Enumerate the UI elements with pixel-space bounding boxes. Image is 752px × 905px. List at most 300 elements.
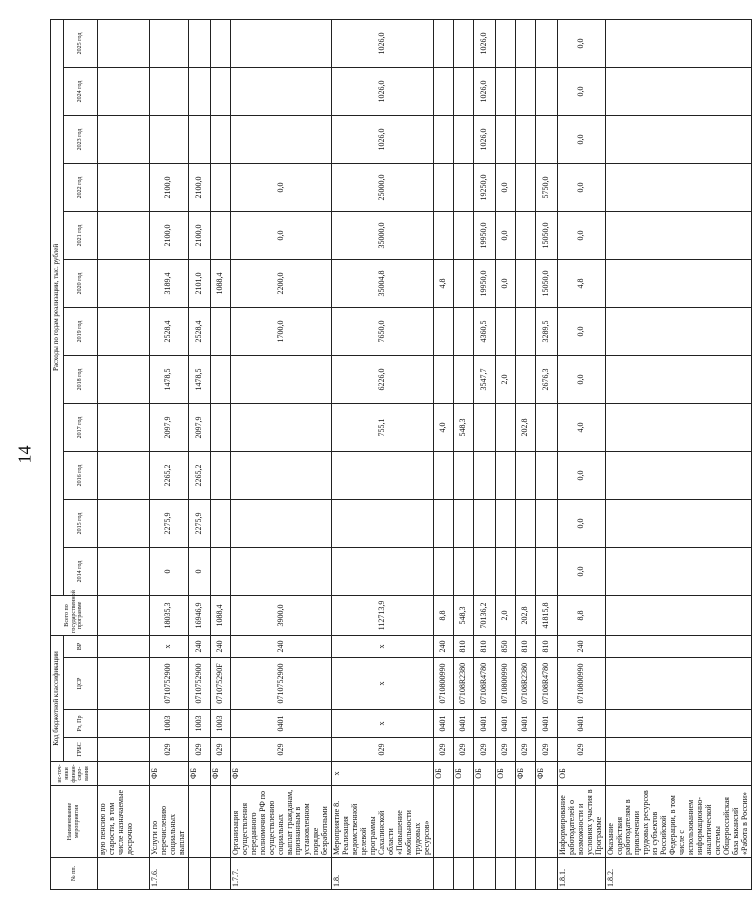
funding-source: ОБ <box>433 762 453 786</box>
year-value <box>605 211 751 259</box>
csr-code <box>98 658 150 710</box>
header-year: 2019 год <box>64 307 98 355</box>
year-value <box>433 67 453 115</box>
year-value <box>188 115 210 163</box>
year-value <box>495 547 515 595</box>
vr-code: x <box>150 635 189 657</box>
year-value <box>605 451 751 499</box>
grbs-code: 029 <box>495 738 515 762</box>
row-number: 1.7.6. <box>150 858 189 890</box>
year-value <box>515 115 535 163</box>
vr-code: 240 <box>188 635 210 657</box>
grbs-code: 029 <box>188 738 210 762</box>
total-value: 8,8 <box>557 595 605 635</box>
csr-code: x <box>332 658 433 710</box>
rzpr-code: 0401 <box>495 710 515 738</box>
header-year: 2024 год <box>64 67 98 115</box>
year-value <box>230 499 331 547</box>
row-number <box>535 858 557 890</box>
header-year: 2022 год <box>64 163 98 211</box>
table-body <box>98 19 752 889</box>
year-value: 548,3 <box>453 403 473 451</box>
year-value <box>230 403 331 451</box>
funding-source: ОБ <box>557 762 605 786</box>
total-value <box>98 595 150 635</box>
csr-code: 0710800990 <box>433 658 453 710</box>
budget-table <box>50 19 752 890</box>
year-value <box>433 499 453 547</box>
funding-source: ФБ <box>230 762 331 786</box>
year-value: 4,8 <box>433 259 453 307</box>
year-value <box>515 307 535 355</box>
year-value <box>605 67 751 115</box>
row-number <box>453 858 473 890</box>
year-value <box>453 19 473 67</box>
year-value <box>98 115 150 163</box>
activity-name: вую пенсию по старости, в том числе назначаемые досрочно <box>98 786 150 858</box>
year-value <box>433 211 453 259</box>
header-year: 2023 год <box>64 115 98 163</box>
year-value <box>210 67 230 115</box>
year-value: 4360,5 <box>473 307 495 355</box>
year-value: 4,8 <box>557 259 605 307</box>
year-value: 0,0 <box>230 211 331 259</box>
vr-code: 810 <box>453 635 473 657</box>
table-row <box>433 19 453 889</box>
total-value: 548,3 <box>453 595 473 635</box>
csr-code: 071075290F <box>210 658 230 710</box>
vr-code: 810 <box>473 635 495 657</box>
grbs-code: 029 <box>210 738 230 762</box>
year-value <box>98 19 150 67</box>
year-value <box>605 19 751 67</box>
rzpr-code: 1003 <box>150 710 189 738</box>
csr-code: 07108R2380 <box>515 658 535 710</box>
funding-source: ФБ <box>150 762 189 786</box>
total-value: 3900,0 <box>230 595 331 635</box>
year-value: 0,0 <box>495 211 515 259</box>
rzpr-code: 1003 <box>188 710 210 738</box>
funding-source <box>98 762 150 786</box>
year-value <box>515 211 535 259</box>
year-value: 1026,0 <box>473 19 495 67</box>
year-value: 0,0 <box>557 115 605 163</box>
csr-code: 0710752900 <box>188 658 210 710</box>
table-row <box>98 19 150 889</box>
funding-source: ФБ <box>515 762 535 786</box>
year-value <box>433 355 453 403</box>
year-value <box>453 211 473 259</box>
year-value <box>150 67 189 115</box>
year-value <box>495 19 515 67</box>
year-value <box>433 115 453 163</box>
row-number: 1.8. <box>332 858 433 890</box>
csr-code: 0710752900 <box>150 658 189 710</box>
year-value <box>98 259 150 307</box>
table-row <box>453 19 473 889</box>
year-value <box>210 355 230 403</box>
year-value <box>98 163 150 211</box>
activity-name: Услуги по перечислению социальных выплат <box>150 786 189 858</box>
year-value: 19950,0 <box>473 259 495 307</box>
vr-code: 810 <box>515 635 535 657</box>
row-number: 1.8.2. <box>605 858 751 890</box>
year-value <box>433 547 453 595</box>
year-value: 1026,0 <box>332 19 433 67</box>
row-number <box>473 858 495 890</box>
total-value: 112713,9 <box>332 595 433 635</box>
year-value <box>230 547 331 595</box>
rzpr-code <box>605 710 751 738</box>
total-value <box>605 595 751 635</box>
vr-code: 240 <box>210 635 230 657</box>
total-value: 8,8 <box>433 595 453 635</box>
grbs-code: 029 <box>515 738 535 762</box>
activity-name <box>473 786 495 858</box>
rzpr-code: 0401 <box>515 710 535 738</box>
table-row <box>210 19 230 889</box>
year-value <box>210 115 230 163</box>
year-value <box>210 163 230 211</box>
vr-code: 850 <box>495 635 515 657</box>
year-value: 202,8 <box>515 403 535 451</box>
year-value: 3189,4 <box>150 259 189 307</box>
year-value <box>605 499 751 547</box>
total-value: 16946,9 <box>188 595 210 635</box>
row-number: 1.8.1. <box>557 858 605 890</box>
year-value: 4,0 <box>557 403 605 451</box>
year-value <box>98 451 150 499</box>
year-value <box>150 115 189 163</box>
rzpr-code: 0401 <box>230 710 331 738</box>
year-value <box>210 403 230 451</box>
year-value <box>515 259 535 307</box>
year-value: 0,0 <box>495 259 515 307</box>
year-value: 0,0 <box>557 211 605 259</box>
year-value <box>495 115 515 163</box>
activity-name <box>535 786 557 858</box>
year-value <box>605 259 751 307</box>
year-value <box>230 115 331 163</box>
year-value: 2528,4 <box>188 307 210 355</box>
year-value <box>535 19 557 67</box>
header-rzpr: Рз, Пр <box>64 710 98 738</box>
year-value: 5750,0 <box>535 163 557 211</box>
year-value: 4,0 <box>433 403 453 451</box>
row-number <box>515 858 535 890</box>
year-value <box>453 259 473 307</box>
year-value <box>473 403 495 451</box>
header-year: 2018 год <box>64 355 98 403</box>
year-value: 2100,0 <box>188 211 210 259</box>
csr-code: 0710800990 <box>557 658 605 710</box>
year-value <box>535 115 557 163</box>
activity-name <box>210 786 230 858</box>
year-value <box>495 67 515 115</box>
header-name: Наименование мероприятия <box>51 786 98 858</box>
year-value <box>188 67 210 115</box>
year-value: 2097,9 <box>150 403 189 451</box>
year-value <box>605 307 751 355</box>
activity-name <box>188 786 210 858</box>
year-value: 0,0 <box>557 355 605 403</box>
grbs-code: 029 <box>473 738 495 762</box>
year-value <box>98 403 150 451</box>
table-row <box>495 19 515 889</box>
table-row <box>535 19 557 889</box>
table-row <box>188 19 210 889</box>
year-value <box>150 19 189 67</box>
grbs-code: 029 <box>535 738 557 762</box>
year-value: 2200,0 <box>230 259 331 307</box>
year-value <box>332 499 433 547</box>
vr-code <box>605 635 751 657</box>
year-value: 2100,0 <box>188 163 210 211</box>
header-year: 2021 год <box>64 211 98 259</box>
header-grbs: ГРБС <box>64 738 98 762</box>
rzpr-code: 1003 <box>210 710 230 738</box>
year-value <box>98 355 150 403</box>
table-row <box>557 19 605 889</box>
year-value <box>515 499 535 547</box>
year-value <box>210 211 230 259</box>
year-value: 2275,9 <box>150 499 189 547</box>
year-value: 2097,9 <box>188 403 210 451</box>
grbs-code <box>98 738 150 762</box>
year-value <box>210 307 230 355</box>
table-row <box>332 19 433 889</box>
year-value <box>230 19 331 67</box>
year-value: 0,0 <box>557 163 605 211</box>
year-value: 35004,8 <box>332 259 433 307</box>
year-value: 19950,0 <box>473 211 495 259</box>
total-value: 2,0 <box>495 595 515 635</box>
grbs-code: 029 <box>150 738 189 762</box>
year-value: 1026,0 <box>473 115 495 163</box>
activity-name <box>453 786 473 858</box>
total-value: 1088,4 <box>210 595 230 635</box>
year-value: 0 <box>150 547 189 595</box>
table-row <box>515 19 535 889</box>
year-value <box>98 499 150 547</box>
year-value: 1026,0 <box>332 115 433 163</box>
year-value <box>433 19 453 67</box>
year-value <box>453 67 473 115</box>
year-value <box>453 499 473 547</box>
header-expense-group: Расходы по годам реализации, тыс. рублей <box>51 19 64 595</box>
year-value: 2676,3 <box>535 355 557 403</box>
year-value <box>453 547 473 595</box>
year-value: 1478,5 <box>150 355 189 403</box>
funding-source: x <box>332 762 433 786</box>
row-number <box>98 858 150 890</box>
year-value: 0,0 <box>557 307 605 355</box>
vr-code: 240 <box>557 635 605 657</box>
year-value <box>495 451 515 499</box>
year-value: 15050,0 <box>535 259 557 307</box>
year-value: 3289,5 <box>535 307 557 355</box>
year-value <box>453 115 473 163</box>
activity-name <box>495 786 515 858</box>
year-value <box>210 19 230 67</box>
year-value <box>453 163 473 211</box>
header-year: 2025 год <box>64 19 98 67</box>
csr-code: 0710752900 <box>230 658 331 710</box>
year-value <box>433 451 453 499</box>
header-budget-group: Код бюджетной классификации <box>51 635 64 761</box>
row-number <box>210 858 230 890</box>
total-value: 202,8 <box>515 595 535 635</box>
year-value: 2528,4 <box>150 307 189 355</box>
year-value <box>473 547 495 595</box>
year-value <box>535 67 557 115</box>
year-value: 2265,2 <box>150 451 189 499</box>
year-value <box>332 451 433 499</box>
activity-name <box>433 786 453 858</box>
year-value: 1700,0 <box>230 307 331 355</box>
header-vr: ВР <box>64 635 98 657</box>
year-value: 0,0 <box>557 67 605 115</box>
funding-source: ОБ <box>495 762 515 786</box>
header-year: 2016 год <box>64 451 98 499</box>
year-value <box>495 499 515 547</box>
year-value: 1026,0 <box>473 67 495 115</box>
grbs-code: 029 <box>230 738 331 762</box>
rzpr-code: 0401 <box>535 710 557 738</box>
year-value: 0 <box>188 547 210 595</box>
header-no: № пп. <box>51 858 98 890</box>
rzpr-code: 0401 <box>453 710 473 738</box>
year-value: 1026,0 <box>332 67 433 115</box>
year-value: 0,0 <box>557 451 605 499</box>
year-value: 3547,7 <box>473 355 495 403</box>
year-value <box>230 355 331 403</box>
total-value: 18035,3 <box>150 595 189 635</box>
row-number <box>188 858 210 890</box>
table-row <box>150 19 189 889</box>
year-value <box>210 499 230 547</box>
year-value: 2100,0 <box>150 163 189 211</box>
year-value <box>515 355 535 403</box>
total-value: 70136,2 <box>473 595 495 635</box>
year-value: 25000,0 <box>332 163 433 211</box>
grbs-code: 029 <box>557 738 605 762</box>
year-value <box>605 547 751 595</box>
year-value <box>535 547 557 595</box>
year-value: 15050,0 <box>535 211 557 259</box>
rzpr-code: 0401 <box>557 710 605 738</box>
year-value <box>515 547 535 595</box>
page-number: 14 <box>14 445 35 464</box>
year-value <box>332 547 433 595</box>
year-value <box>515 19 535 67</box>
year-value <box>98 211 150 259</box>
csr-code <box>605 658 751 710</box>
header-year: 2020 год <box>64 259 98 307</box>
vr-code: 240 <box>433 635 453 657</box>
year-value: 0,0 <box>495 163 515 211</box>
year-value <box>605 403 751 451</box>
activity-name <box>515 786 535 858</box>
table-row <box>605 19 751 889</box>
header-total: Всего по государственной программе <box>51 595 98 635</box>
year-value <box>453 451 473 499</box>
year-value <box>433 307 453 355</box>
year-value: 0,0 <box>557 19 605 67</box>
grbs-code: 029 <box>433 738 453 762</box>
year-value <box>210 547 230 595</box>
funding-source: ОБ <box>453 762 473 786</box>
year-value <box>98 547 150 595</box>
year-value: 0,0 <box>230 163 331 211</box>
year-value <box>210 451 230 499</box>
activity-name: Организация осуществления переданного полномочия РФ по осуществлению социальных выплат гражданам, признанным в установленном порядке безработными <box>230 786 331 858</box>
csr-code: 07108R4780 <box>473 658 495 710</box>
year-value: 1478,5 <box>188 355 210 403</box>
year-value <box>98 307 150 355</box>
year-value <box>98 67 150 115</box>
year-value: 35000,0 <box>332 211 433 259</box>
year-value <box>188 19 210 67</box>
year-value <box>433 163 453 211</box>
year-value <box>495 307 515 355</box>
year-value <box>495 403 515 451</box>
funding-source: ФБ <box>188 762 210 786</box>
grbs-code: 029 <box>453 738 473 762</box>
year-value <box>605 163 751 211</box>
year-value: 2100,0 <box>150 211 189 259</box>
row-number: 1.7.7. <box>230 858 331 890</box>
funding-source: ФБ <box>535 762 557 786</box>
header-year: 2014 год <box>64 547 98 595</box>
header-csr: ЦСР <box>64 658 98 710</box>
year-value: 19250,0 <box>473 163 495 211</box>
header-year: 2017 год <box>64 403 98 451</box>
rzpr-code: 0401 <box>473 710 495 738</box>
year-value <box>230 451 331 499</box>
year-value: 755,1 <box>332 403 433 451</box>
row-number <box>495 858 515 890</box>
year-value <box>473 499 495 547</box>
rzpr-code: x <box>332 710 433 738</box>
row-number <box>433 858 453 890</box>
rzpr-code <box>98 710 150 738</box>
vr-code: 810 <box>535 635 557 657</box>
funding-source <box>605 762 751 786</box>
year-value: 7650,0 <box>332 307 433 355</box>
year-value <box>535 451 557 499</box>
table-row <box>230 19 331 889</box>
grbs-code: 029 <box>332 738 433 762</box>
csr-code: 0710800990 <box>495 658 515 710</box>
table-container <box>50 20 749 890</box>
year-value: 2,0 <box>495 355 515 403</box>
year-value <box>605 355 751 403</box>
year-value <box>515 67 535 115</box>
csr-code: 07108R4780 <box>535 658 557 710</box>
year-value <box>515 163 535 211</box>
year-value: 1088,4 <box>210 259 230 307</box>
year-value: 2101,0 <box>188 259 210 307</box>
vr-code <box>98 635 150 657</box>
csr-code: 07108R2380 <box>453 658 473 710</box>
header-source: ис-точ-ники финан-сиро-вания <box>51 762 98 786</box>
activity-name: Оказание содействия работодателям в привлечении трудовых ресурсов из субъектов Российской Федерации, в том числе с использованием информационно-аналитической системы Общероссийская база вакансий «Работа в России» <box>605 786 751 858</box>
year-value <box>230 67 331 115</box>
year-value <box>453 307 473 355</box>
year-value: 0,0 <box>557 547 605 595</box>
table-header <box>51 19 98 889</box>
